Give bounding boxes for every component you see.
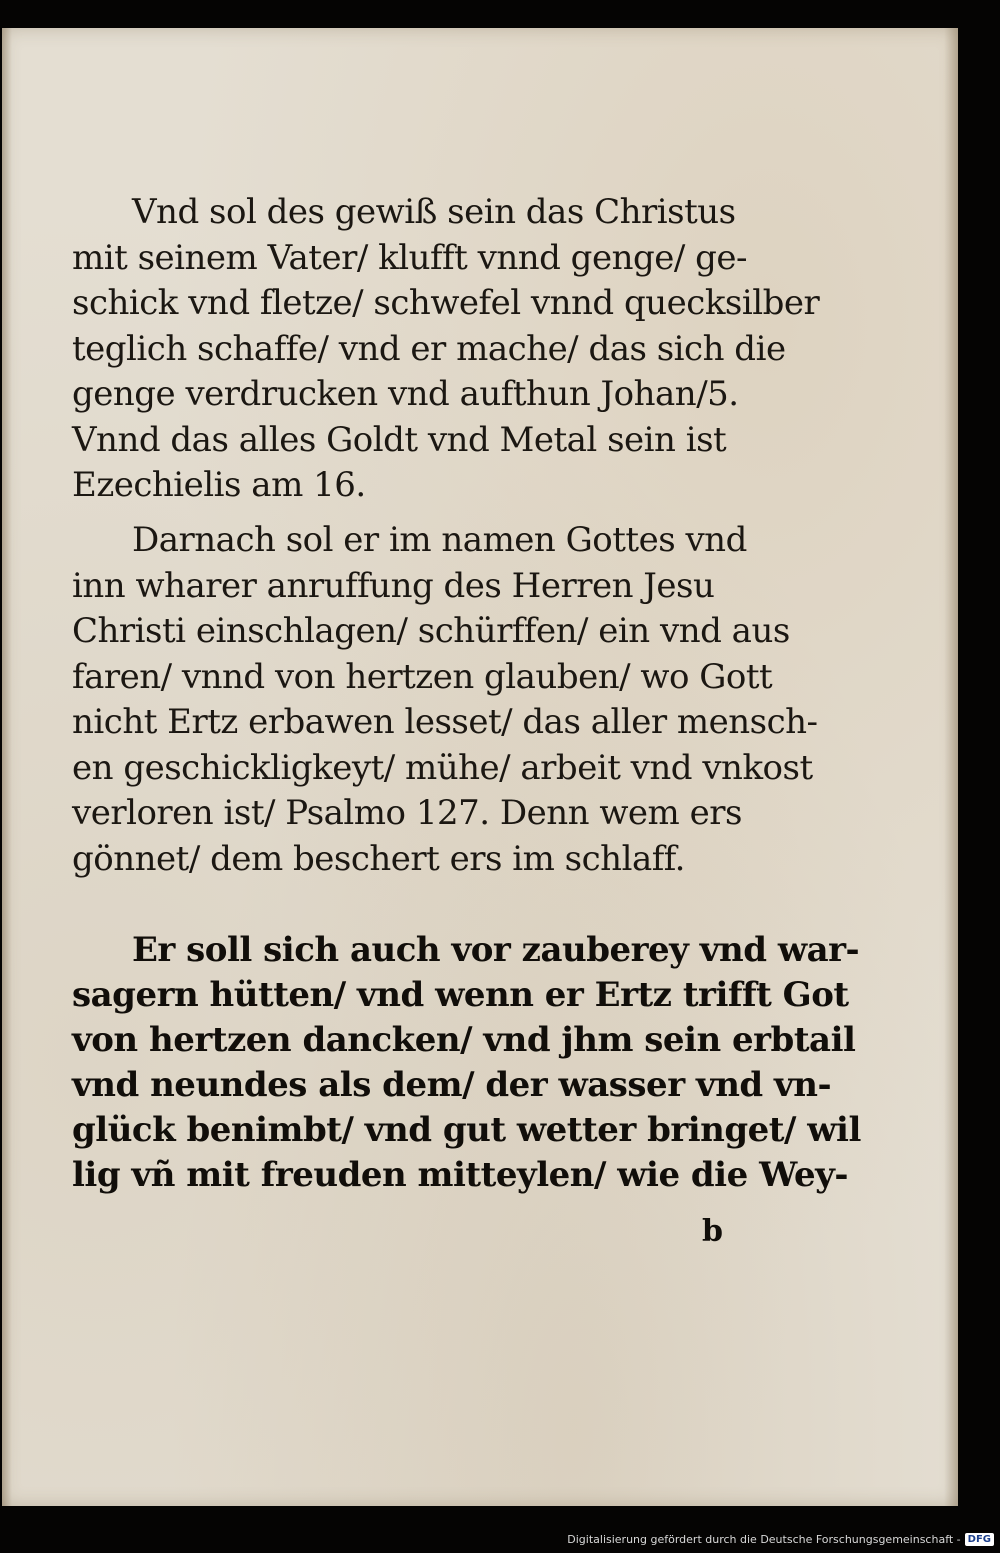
text-line: verloren ist/ Psalmo 127. Denn wem ers [72, 793, 742, 833]
page-right-edge [944, 28, 958, 1506]
text-line: Darnach sol er im namen Gottes vnd [132, 520, 747, 560]
text-line: Ezechielis am 16. [72, 465, 366, 505]
text-line: en geschickligkeyt/ mühe/ arbeit vnd vnkost [72, 747, 813, 788]
text-line: vnd neundes als dem/ der wasser vnd vn- [72, 1065, 832, 1105]
page-left-edge [2, 28, 12, 1506]
dfg-logo: DFG [965, 1533, 994, 1546]
paragraph-3 [72, 928, 861, 1198]
text-line: von hertzen dancken/ vnd jhm sein erbtail [72, 1020, 856, 1060]
text-line: schick vnd fletze/ schwefel vnnd quecksilber [72, 283, 820, 323]
text-line: gönnet/ dem beschert ers im schlaff. [72, 838, 685, 879]
text-line: faren/ vnnd von hertzen glauben/ wo Gott [72, 656, 773, 697]
text-line: glück benimbt/ vnd gut wetter bringet/ wil [72, 1110, 861, 1150]
book-page [2, 28, 958, 1506]
text-line: nicht Ertz erbawen lesset/ das aller mensch- [72, 702, 818, 742]
signature-mark: b [702, 1214, 723, 1249]
text-line: Vnd sol des gewiß sein das Christus [132, 192, 736, 232]
text-line: teglich schaffe/ vnd er mache/ das sich die [72, 328, 786, 369]
text-line: mit seinem Vater/ klufft vnnd genge/ ge- [72, 237, 747, 278]
paragraph-1 [72, 190, 820, 509]
text-line: inn wharer anruffung des Herren Jesu [72, 565, 715, 606]
paragraph-2 [72, 518, 818, 882]
text-line: Er soll sich auch vor zauberey vnd war- [132, 930, 860, 970]
text-line: Christi einschlagen/ schürffen/ ein vnd aus [72, 611, 790, 651]
footer-credit: Digitalisierung gefördert durch die Deutsche Forschungsgemeinschaft - [567, 1532, 961, 1546]
text-line: genge verdrucken vnd aufthun Johan/5. [72, 374, 739, 414]
text-line: Vnnd das alles Goldt vnd Metal sein ist [72, 419, 727, 460]
text-line: sagern hütten/ vnd wenn er Ertz trifft Got [72, 975, 849, 1015]
text-line: lig vñ mit freuden mitteylen/ wie die Wey- [72, 1155, 848, 1195]
digitization-footer [567, 1529, 994, 1549]
